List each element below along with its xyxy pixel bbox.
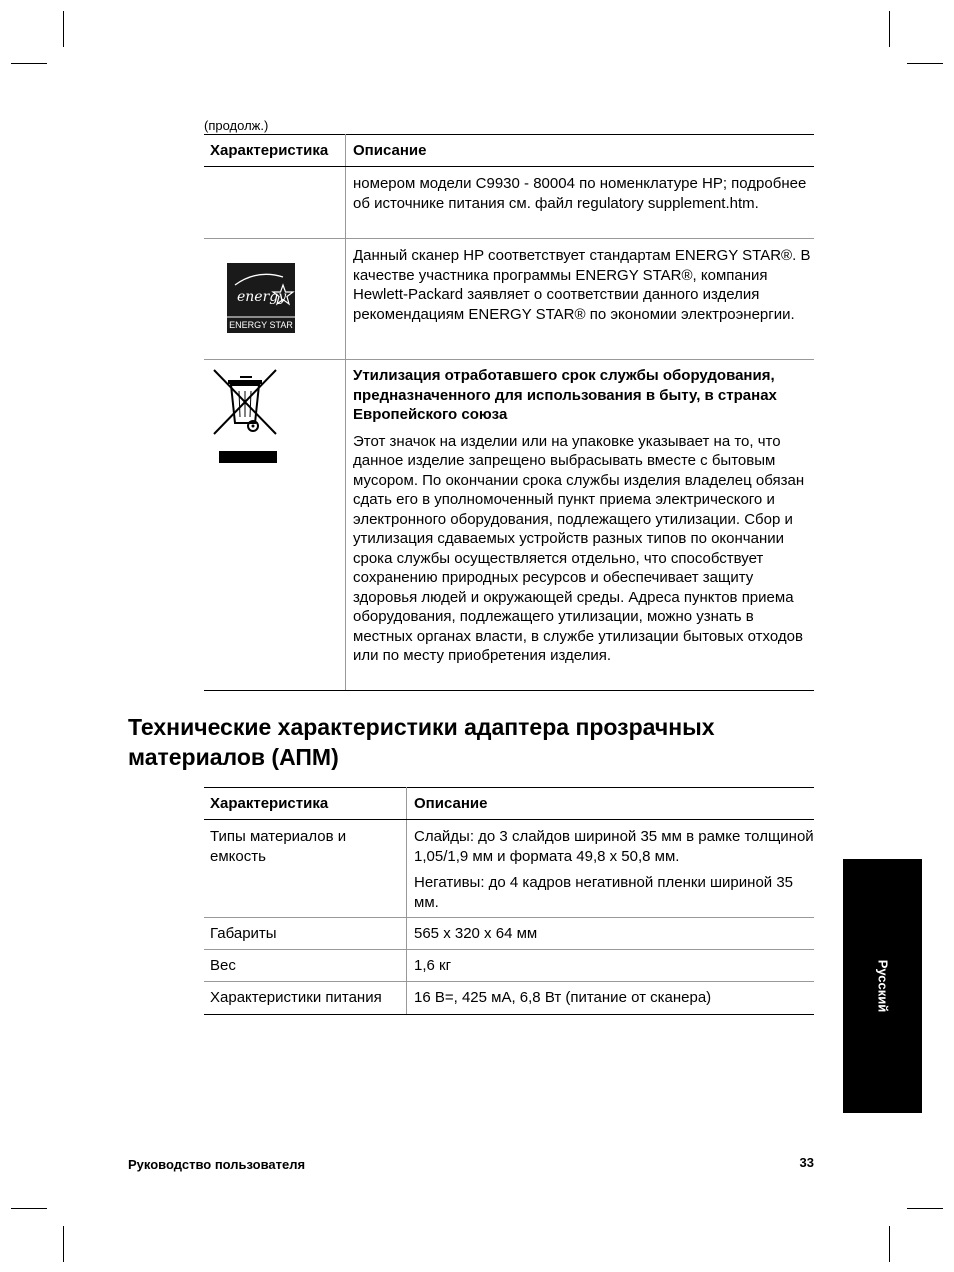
table-cell-label: Габариты <box>204 918 407 950</box>
description-text: Этот значок на изделии или на упаковке указывает на то, что данное изделие запрещено выбрасывать вместе с бытовым мусором. По окончании срока службы изделия владелец обязан сдать его в уполномоченный пункт приема электрического и электронного оборудования, подлежащего утилизации. Сбор и утилизация сдаваемых устройств разных типов по окончании срока службы осуществляется отдельно, что способствует сохранению природных ресурсов и обеспечивает защиту здоровья людей и окружающей среды. Адреса пунктов приема оборудования, подлежащего утилизации, можно узнать в местных органах власти, в службе утилизации бытовых отходов или по месту приобретения изделия. <box>353 432 805 664</box>
crop-mark <box>63 11 64 47</box>
language-tab-label: Русский <box>875 959 890 1013</box>
crop-mark <box>907 63 943 64</box>
crop-mark <box>11 63 47 64</box>
table-row <box>204 360 814 691</box>
table-row <box>204 239 814 360</box>
table-cell-icon <box>204 360 346 691</box>
crop-mark <box>889 1226 890 1262</box>
crop-mark <box>907 1208 943 1209</box>
table-row <box>204 167 814 239</box>
crop-mark <box>11 1208 47 1209</box>
energy-script-text: energy <box>237 289 287 305</box>
table-cell-description <box>346 167 815 239</box>
description-text: Слайды: до 3 слайдов шириной 35 мм в рамке толщиной 1,05/1,9 мм и формата 49,8 x 50,8 мм. <box>414 828 814 865</box>
footer-title: Руководство пользователя <box>128 1157 306 1172</box>
table-cell-label: Вес <box>204 950 407 982</box>
tma-spec-table <box>204 787 814 1015</box>
table-cell-label: Характеристики питания <box>204 982 407 1015</box>
crop-mark <box>63 1226 64 1262</box>
table-cell-description <box>346 239 815 360</box>
header-characteristic: Характеристика <box>204 135 346 167</box>
energy-star-logo-text: ENERGY STAR <box>229 320 293 330</box>
table-row <box>204 982 814 1015</box>
continued-label: (продолж.) <box>204 118 269 133</box>
header-description: Описание <box>346 135 815 167</box>
table-row <box>204 820 814 918</box>
header-description: Описание <box>407 788 815 820</box>
spec-table-continued <box>204 134 814 691</box>
table-header-row <box>204 135 814 167</box>
table-cell-icon <box>204 239 346 360</box>
language-tab <box>843 859 922 1113</box>
table-row <box>204 950 814 982</box>
table-cell-description: 16 В=, 425 мА, 6,8 Вт (питание от сканера) <box>407 982 815 1015</box>
header-characteristic: Характеристика <box>204 788 407 820</box>
table-cell-empty <box>204 167 346 239</box>
description-text: Данный сканер HP соответствует стандартам ENERGY STAR®. В качестве участника программы ENERGY STAR®, компания Hewlett-Packard заявляет о соответствии данного изделия рекомендациям ENERGY STAR® по экономии электроэнергии. <box>353 247 811 323</box>
crossed-out-wheelie-bin-icon <box>210 367 280 467</box>
section-title: Технические характеристики адаптера прозрачных материалов (АПМ) <box>128 714 715 770</box>
page-number: 33 <box>799 1155 814 1170</box>
table-cell-description <box>346 360 815 691</box>
table-header-row <box>204 788 814 820</box>
table-cell-description: 565 x 320 x 64 мм <box>407 918 815 950</box>
table-cell-label: Типы материалов и емкость <box>204 820 407 918</box>
table-cell-description: 1,6 кг <box>407 950 815 982</box>
crop-mark <box>889 11 890 47</box>
description-text: номером модели C9930 - 80004 по номенклатуре HP; подробнее об источнике питания см. файл regulatory supplement.htm. <box>353 175 807 212</box>
table-row <box>204 918 814 950</box>
description-text: Негативы: до 4 кадров негативной пленки шириной 35 мм. <box>414 874 794 911</box>
disposal-heading: Утилизация отработавшего срок службы оборудования, предназначенного для использования в быту, в странах Европейского союза <box>353 367 777 423</box>
table-cell-description <box>407 820 815 918</box>
energy-star-logo <box>227 263 295 333</box>
